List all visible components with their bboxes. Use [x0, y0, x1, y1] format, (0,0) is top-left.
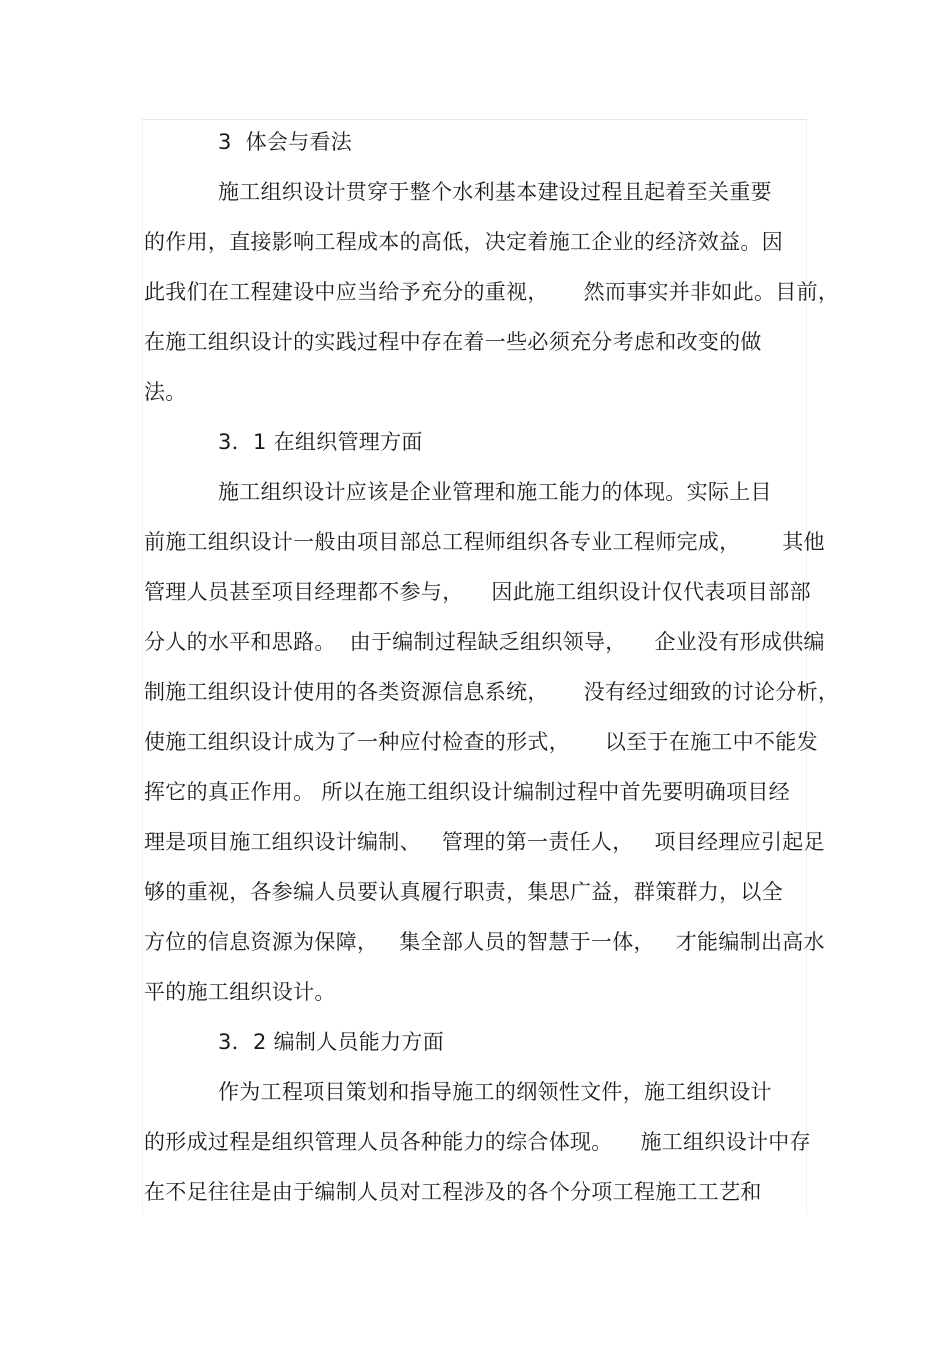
paragraph-line: 施工组织设计贯穿于整个水利基本建设过程且起着至关重要	[218, 180, 772, 204]
paragraph-line: 在不足往往是由于编制人员对工程涉及的各个分项工程施工工艺和	[144, 1180, 762, 1204]
paragraph-line: 作为工程项目策划和指导施工的纲领性文件，施工组织设计	[218, 1080, 772, 1104]
paragraph-line: 此我们在工程建设中应当给予充分的重视， 然而事实并非如此。目前，	[144, 280, 840, 304]
paragraph-line: 平的施工组织设计。	[144, 980, 336, 1004]
paragraph-line: 理是项目施工组织设计编制、 管理的第一责任人， 项目经理应引起足	[144, 830, 825, 854]
paragraph-line: 的形成过程是组织管理人员各种能力的综合体现。 施工组织设计中存	[144, 1130, 811, 1154]
paragraph-line: 在施工组织设计的实践过程中存在着一些必须充分考虑和改变的做	[144, 330, 762, 354]
paragraph-line: 够的重视，各参编人员要认真履行职责，集思广益，群策群力，以全	[144, 880, 783, 904]
paragraph-line: 挥它的真正作用。 所以在施工组织设计编制过程中首先要明确项目经	[144, 780, 790, 804]
paragraph-line: 法。	[144, 380, 187, 404]
section-heading-3-1: 3．1 在组织管理方面	[218, 430, 423, 454]
section-heading-3: 3 体会与看法	[218, 130, 353, 154]
paragraph-line: 使施工组织设计成为了一种应付检查的形式， 以至于在施工中不能发	[144, 730, 818, 754]
paragraph-line: 管理人员甚至项目经理都不参与， 因此施工组织设计仅代表项目部部	[144, 580, 811, 604]
paragraph-line: 分人的水平和思路。 由于编制过程缺乏组织领导， 企业没有形成供编	[144, 630, 825, 654]
paragraph-line: 前施工组织设计一般由项目部总工程师组织各专业工程师完成， 其他	[144, 530, 825, 554]
paragraph-line: 制施工组织设计使用的各类资源信息系统， 没有经过细致的讨论分析，	[144, 680, 840, 704]
paragraph-line: 方位的信息资源为保障， 集全部人员的智慧于一体， 才能编制出高水	[144, 930, 825, 954]
paragraph-line: 的作用，直接影响工程成本的高低，决定着施工企业的经济效益。因	[144, 230, 783, 254]
section-heading-3-2: 3．2 编制人员能力方面	[218, 1030, 444, 1054]
paragraph-line: 施工组织设计应该是企业管理和施工能力的体现。实际上目	[218, 480, 772, 504]
